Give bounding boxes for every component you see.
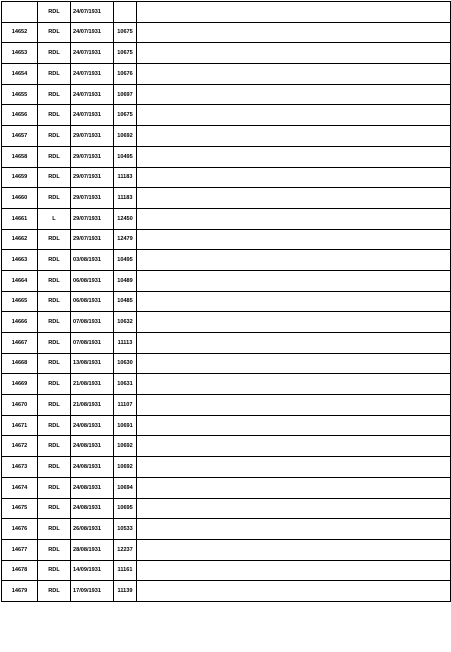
table-row <box>2 477 451 498</box>
row-page: 12237 <box>114 539 137 560</box>
row-act-type: RDL <box>38 519 71 540</box>
row-number: 14654 <box>2 64 38 85</box>
table-row <box>2 560 451 581</box>
row-number: 14662 <box>2 229 38 250</box>
row-number: 14661 <box>2 208 38 229</box>
row-date: 17/09/1931 <box>71 581 114 602</box>
row-act-type: RDL <box>38 2 71 23</box>
table-row <box>2 229 451 250</box>
row-date: 06/08/1931 <box>71 291 114 312</box>
table-row <box>2 457 451 478</box>
row-date: 29/07/1931 <box>71 167 114 188</box>
row-title <box>137 208 451 229</box>
row-page: 10533 <box>114 519 137 540</box>
row-title <box>137 581 451 602</box>
row-page: 11161 <box>114 560 137 581</box>
row-page: 10485 <box>114 291 137 312</box>
row-act-type: RDL <box>38 333 71 354</box>
row-number: 14659 <box>2 167 38 188</box>
row-act-type: RDL <box>38 167 71 188</box>
table-row <box>2 415 451 436</box>
row-title <box>137 146 451 167</box>
row-act-type: RDL <box>38 457 71 478</box>
row-title <box>137 374 451 395</box>
row-date: 14/09/1931 <box>71 560 114 581</box>
table-row <box>2 188 451 209</box>
table-row <box>2 539 451 560</box>
row-date: 07/08/1931 <box>71 312 114 333</box>
row-number: 14669 <box>2 374 38 395</box>
table-row <box>2 581 451 602</box>
row-title <box>137 312 451 333</box>
document-page <box>0 1 451 652</box>
row-number: 14655 <box>2 84 38 105</box>
row-number: 14658 <box>2 146 38 167</box>
row-page: 10697 <box>114 84 137 105</box>
table-row <box>2 353 451 374</box>
row-title <box>137 457 451 478</box>
row-page: 11183 <box>114 188 137 209</box>
row-act-type: RDL <box>38 312 71 333</box>
row-title <box>137 353 451 374</box>
row-act-type: RDL <box>38 64 71 85</box>
row-act-type: RDL <box>38 126 71 147</box>
row-title <box>137 84 451 105</box>
table-row <box>2 43 451 64</box>
row-act-type: RDL <box>38 415 71 436</box>
row-act-type: RDL <box>38 498 71 519</box>
row-title <box>137 229 451 250</box>
row-page: 12450 <box>114 208 137 229</box>
row-date: 24/08/1931 <box>71 436 114 457</box>
row-title <box>137 22 451 43</box>
row-page: 11183 <box>114 167 137 188</box>
row-number <box>2 2 38 23</box>
row-page: 10495 <box>114 146 137 167</box>
row-title <box>137 64 451 85</box>
row-act-type: RDL <box>38 105 71 126</box>
table-row <box>2 498 451 519</box>
table-row <box>2 22 451 43</box>
row-act-type: RDL <box>38 291 71 312</box>
row-number: 14660 <box>2 188 38 209</box>
row-title <box>137 167 451 188</box>
row-number: 14657 <box>2 126 38 147</box>
row-title <box>137 498 451 519</box>
row-act-type: RDL <box>38 395 71 416</box>
row-page: 10694 <box>114 477 137 498</box>
row-date: 29/07/1931 <box>71 208 114 229</box>
row-title <box>137 415 451 436</box>
row-page: 11113 <box>114 333 137 354</box>
row-date: 24/08/1931 <box>71 415 114 436</box>
row-title <box>137 395 451 416</box>
row-act-type: L <box>38 208 71 229</box>
row-page: 10489 <box>114 270 137 291</box>
row-number: 14678 <box>2 560 38 581</box>
table-row <box>2 208 451 229</box>
row-act-type: RDL <box>38 188 71 209</box>
decree-table-body <box>2 2 451 602</box>
row-page: 10631 <box>114 374 137 395</box>
row-date: 28/08/1931 <box>71 539 114 560</box>
row-date: 29/07/1931 <box>71 188 114 209</box>
row-number: 14671 <box>2 415 38 436</box>
row-number: 14675 <box>2 498 38 519</box>
row-date: 24/07/1931 <box>71 43 114 64</box>
row-number: 14665 <box>2 291 38 312</box>
row-date: 24/08/1931 <box>71 477 114 498</box>
row-date: 29/07/1931 <box>71 126 114 147</box>
row-title <box>137 126 451 147</box>
row-date: 24/08/1931 <box>71 498 114 519</box>
row-number: 14674 <box>2 477 38 498</box>
row-date: 07/08/1931 <box>71 333 114 354</box>
row-page: 10692 <box>114 436 137 457</box>
row-number: 14666 <box>2 312 38 333</box>
row-date: 03/08/1931 <box>71 250 114 271</box>
decree-table <box>1 1 451 602</box>
row-number: 14672 <box>2 436 38 457</box>
row-title <box>137 250 451 271</box>
row-title <box>137 291 451 312</box>
row-date: 06/08/1931 <box>71 270 114 291</box>
table-row <box>2 126 451 147</box>
row-title <box>137 436 451 457</box>
row-page: 10676 <box>114 64 137 85</box>
row-number: 14677 <box>2 539 38 560</box>
row-number: 14667 <box>2 333 38 354</box>
row-date: 29/07/1931 <box>71 146 114 167</box>
row-number: 14656 <box>2 105 38 126</box>
table-row <box>2 333 451 354</box>
row-date: 24/07/1931 <box>71 2 114 23</box>
table-row <box>2 2 451 23</box>
row-title <box>137 43 451 64</box>
row-act-type: RDL <box>38 581 71 602</box>
row-title <box>137 105 451 126</box>
table-row <box>2 167 451 188</box>
row-date: 29/07/1931 <box>71 229 114 250</box>
row-number: 14668 <box>2 353 38 374</box>
table-row <box>2 519 451 540</box>
row-date: 24/08/1931 <box>71 457 114 478</box>
row-act-type: RDL <box>38 250 71 271</box>
row-number: 14679 <box>2 581 38 602</box>
row-title <box>137 519 451 540</box>
row-number: 14653 <box>2 43 38 64</box>
table-row <box>2 250 451 271</box>
row-act-type: RDL <box>38 560 71 581</box>
table-row <box>2 146 451 167</box>
row-date: 24/07/1931 <box>71 84 114 105</box>
row-number: 14663 <box>2 250 38 271</box>
row-page: 11139 <box>114 581 137 602</box>
table-row <box>2 436 451 457</box>
row-date: 21/08/1931 <box>71 374 114 395</box>
row-page: 10495 <box>114 250 137 271</box>
row-page: 10675 <box>114 105 137 126</box>
row-act-type: RDL <box>38 22 71 43</box>
row-number: 14673 <box>2 457 38 478</box>
row-act-type: RDL <box>38 374 71 395</box>
row-act-type: RDL <box>38 436 71 457</box>
table-row <box>2 312 451 333</box>
row-number: 14676 <box>2 519 38 540</box>
row-title <box>137 333 451 354</box>
row-act-type: RDL <box>38 270 71 291</box>
table-row <box>2 64 451 85</box>
row-date: 26/08/1931 <box>71 519 114 540</box>
row-page: 10692 <box>114 457 137 478</box>
row-title <box>137 270 451 291</box>
row-page: 10691 <box>114 415 137 436</box>
row-page: 11107 <box>114 395 137 416</box>
row-date: 21/08/1931 <box>71 395 114 416</box>
row-act-type: RDL <box>38 43 71 64</box>
table-row <box>2 291 451 312</box>
row-page: 12479 <box>114 229 137 250</box>
row-date: 13/08/1931 <box>71 353 114 374</box>
row-act-type: RDL <box>38 539 71 560</box>
table-row <box>2 84 451 105</box>
row-page: 10630 <box>114 353 137 374</box>
row-page: 10632 <box>114 312 137 333</box>
row-act-type: RDL <box>38 353 71 374</box>
row-page <box>114 2 137 23</box>
table-row <box>2 395 451 416</box>
row-act-type: RDL <box>38 229 71 250</box>
row-number: 14664 <box>2 270 38 291</box>
row-number: 14670 <box>2 395 38 416</box>
table-row <box>2 105 451 126</box>
row-act-type: RDL <box>38 146 71 167</box>
row-page: 10692 <box>114 126 137 147</box>
row-act-type: RDL <box>38 477 71 498</box>
row-date: 24/07/1931 <box>71 64 114 85</box>
row-number: 14652 <box>2 22 38 43</box>
row-date: 24/07/1931 <box>71 22 114 43</box>
row-page: 10695 <box>114 498 137 519</box>
row-page: 10675 <box>114 22 137 43</box>
row-act-type: RDL <box>38 84 71 105</box>
row-title <box>137 188 451 209</box>
table-row <box>2 374 451 395</box>
row-date: 24/07/1931 <box>71 105 114 126</box>
row-title <box>137 477 451 498</box>
row-title <box>137 2 451 23</box>
row-title <box>137 539 451 560</box>
table-row <box>2 270 451 291</box>
row-title <box>137 560 451 581</box>
row-page: 10675 <box>114 43 137 64</box>
